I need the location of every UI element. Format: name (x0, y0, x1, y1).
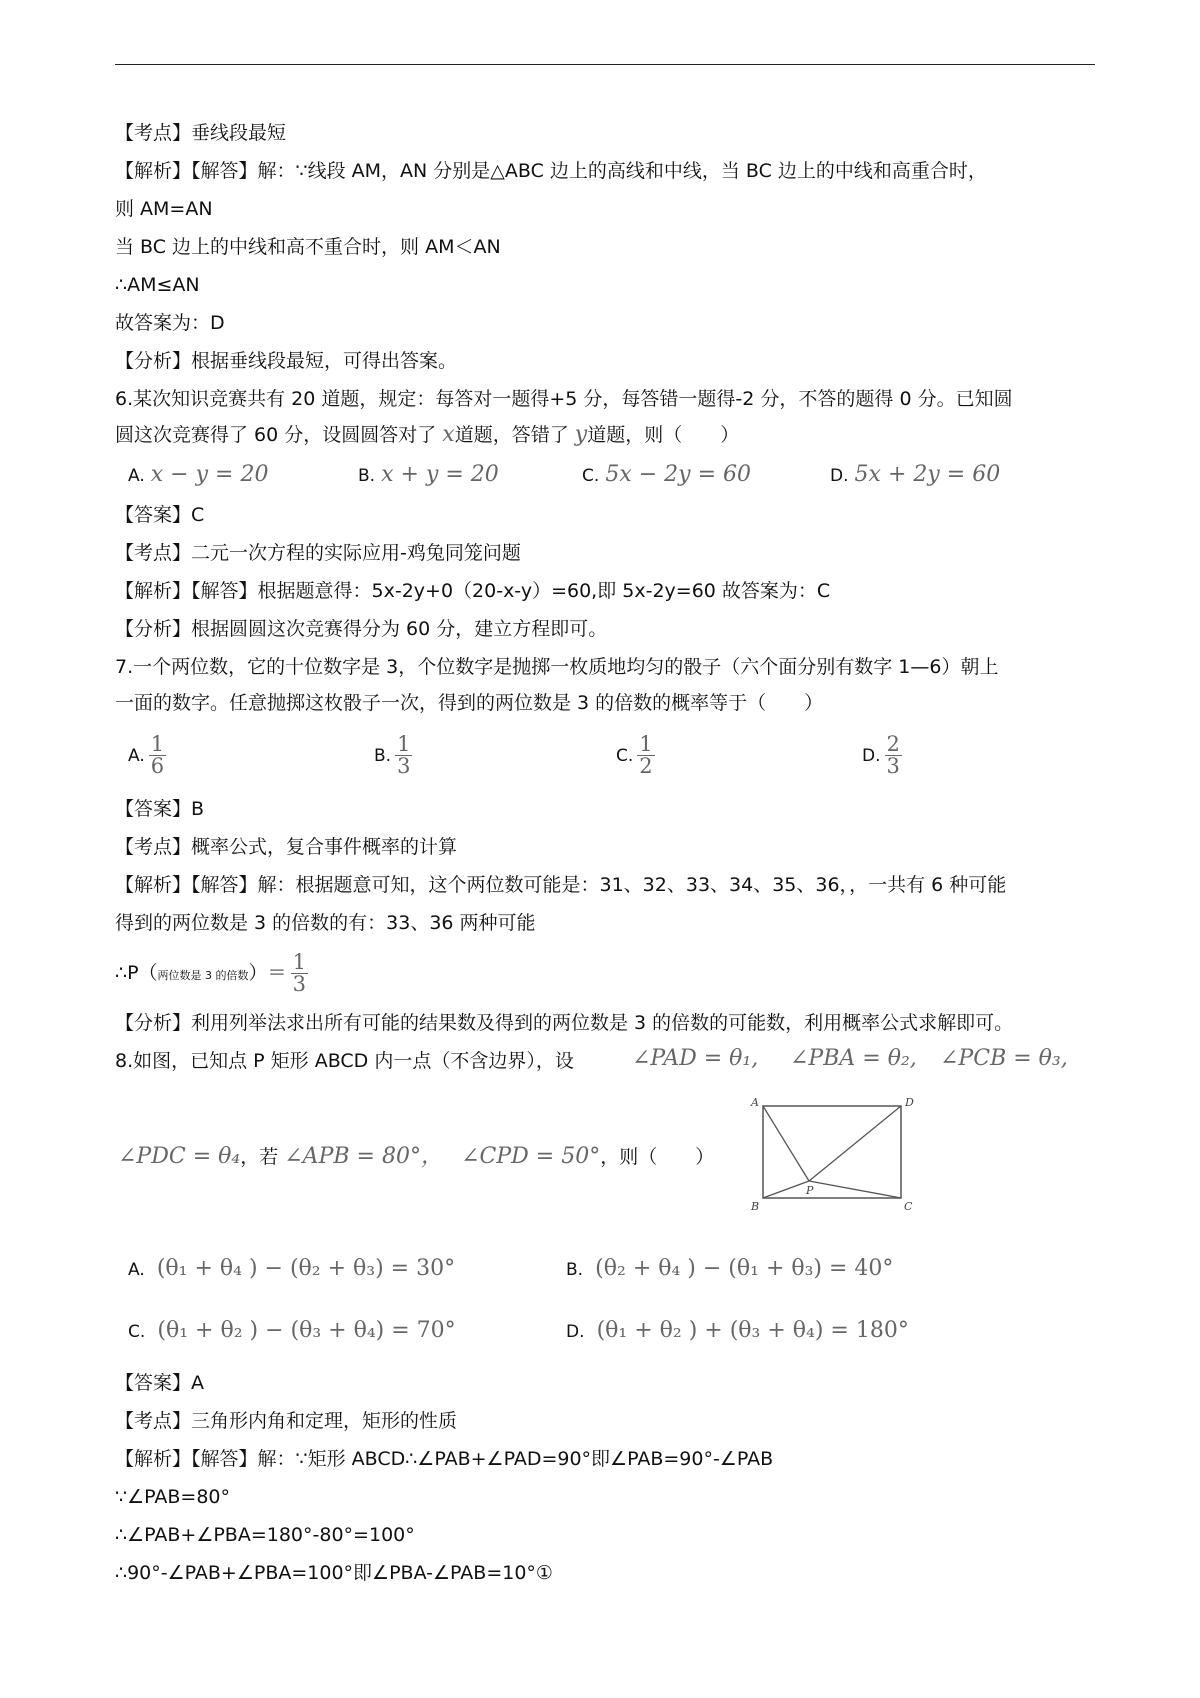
q6-option-b[interactable]: B. x + y = 20 (358, 462, 499, 487)
q8-option-d[interactable]: D. (θ₁ + θ₂ ) + (θ₃ + θ₄) = 180° (566, 1318, 909, 1343)
q7-jiexi-line1: 【解析】【解答】解：根据题意可知，这个两位数可能是：31、32、33、34、35、36，，一共有 6 种可能 (115, 874, 1007, 896)
fraction: $\frac{1}{3}$ (292, 950, 306, 996)
label-c: C (904, 1200, 913, 1212)
q6-jiexi: 【解析】【解答】根据题意得：5x-2y+0（20-x-y）=60,即 5x-2y=60 故答案为：C (115, 580, 831, 602)
q8-jiexi-line2: ∵∠PAB=80° (115, 1486, 230, 1508)
q8-stem-line2: ∠PDC = θ₄，若 ∠APB = 80°， ∠CPD = 50°，则（ ） (118, 1144, 715, 1169)
fraction: $\frac{2}{3}$ (886, 732, 900, 778)
kaodian-line: 【考点】垂线段最短 (115, 122, 287, 144)
probability-subscript: 两位数是 3 的倍数 (157, 969, 249, 982)
q7-answer: 【答案】B (115, 798, 205, 820)
q7-option-b[interactable]: B. $\frac{1}{3}$ (374, 732, 411, 778)
fraction: $\frac{1}{3}$ (397, 732, 411, 778)
var-x: x (442, 422, 455, 447)
label-b: B (751, 1200, 760, 1212)
q6-kaodian: 【考点】二元一次方程的实际应用-鸡兔同笼问题 (115, 542, 521, 564)
text-line: 故答案为：D (115, 312, 225, 334)
var-y: y (574, 422, 588, 447)
q8-option-c[interactable]: C. (θ₁ + θ₂ ) − (θ₃ + θ₄) = 70° (128, 1318, 456, 1343)
q7-probability: ∴P（两位数是 3 的倍数）＝ $\frac{1}{3}$ (115, 950, 306, 996)
q7-stem-line2: 一面的数字。任意抛掷这枚骰子一次，得到的两位数是 3 的倍数的概率等于（ ） (115, 692, 824, 714)
theta2-def: ∠PBA = θ₂, (790, 1046, 917, 1071)
q8-option-b[interactable]: B. (θ₂ + θ₄ ) − (θ₁ + θ₃) = 40° (566, 1256, 894, 1281)
q7-option-a[interactable]: A. $\frac{1}{6}$ (128, 732, 165, 778)
q7-option-c[interactable]: C. $\frac{1}{2}$ (616, 732, 653, 778)
fenxi-line: 【分析】根据垂线段最短，可得出答案。 (115, 350, 458, 372)
q6-option-a[interactable]: A. x − y = 20 (128, 462, 269, 487)
q7-stem-line1: 7.一个两位数，它的十位数字是 3，个位数字是抛掷一枚质地均匀的骰子（六个面分别有数字 1—6）朝上 (115, 656, 999, 678)
q6-stem-text: 圆这次竞赛得了 60 分，设圆圆答对了 (115, 424, 443, 446)
q8-jiexi-line4: ∴90°-∠PAB+∠PBA=100°即∠PBA-∠PAB=10°① (115, 1562, 553, 1584)
theta1-def: ∠PAD = θ₁, (632, 1046, 759, 1071)
q6-fenxi: 【分析】根据圆圆这次竞赛得分为 60 分，建立方程即可。 (115, 618, 608, 640)
fraction: $\frac{1}{6}$ (150, 732, 165, 778)
q8-option-a[interactable]: A. (θ₁ + θ₄ ) − (θ₂ + θ₃) = 30° (128, 1256, 456, 1281)
label-a: A (751, 1096, 759, 1109)
q6-stem-line1: 6.某次知识竞赛共有 20 道题，规定：每答对一题得+5 分，每答错一题得-2 分，不答的题得 0 分。已知圆 (115, 388, 1013, 410)
q6-stem-text: 道题，则（ ） (587, 424, 740, 446)
text-line: 则 AM=AN (115, 198, 213, 220)
q7-fenxi: 【分析】利用列举法求出所有可能的结果数及得到的两位数是 3 的倍数的可能数，利用概率公式求解即可。 (115, 1012, 1014, 1034)
segment-pb (763, 1181, 809, 1198)
q6-stem-line2 (115, 422, 739, 448)
text-line: ∴AM≤AN (115, 274, 200, 296)
rectangle-figure (745, 1096, 915, 1212)
q7-option-d[interactable]: D. $\frac{2}{3}$ (862, 732, 900, 778)
segment-pd (809, 1106, 901, 1181)
q7-jiexi-line2: 得到的两位数是 3 的倍数的有：33、36 两种可能 (115, 912, 536, 934)
theta3-def: ∠PCB = θ₃, (940, 1046, 1068, 1071)
segment-pc (809, 1181, 901, 1198)
q8-kaodian: 【考点】三角形内角和定理，矩形的性质 (115, 1410, 458, 1432)
text-line: 当 BC 边上的中线和高不重合时，则 AM＜AN (115, 236, 501, 258)
q8-answer: 【答案】A (115, 1372, 204, 1394)
q6-answer: 【答案】C (115, 504, 205, 526)
q8-stem-line1: 8.如图，已知点 P 矩形 ABCD 内一点（不含边界），设 (115, 1050, 574, 1072)
fraction: $\frac{1}{2}$ (639, 732, 653, 778)
segment-pa (763, 1106, 809, 1181)
q6-option-d[interactable]: D. 5x + 2y = 60 (830, 462, 1001, 487)
q6-stem-text: 道题，答错了 (454, 424, 575, 446)
rectangle-abcd (763, 1106, 901, 1198)
q6-option-c[interactable]: C. 5x − 2y = 60 (582, 462, 751, 487)
header-rule (115, 64, 1095, 65)
q8-jiexi-line1: 【解析】【解答】解：∵矩形 ABCD∴∠PAB+∠PAD=90°即∠PAB=90°-∠PAB (115, 1448, 774, 1470)
q8-jiexi-line3: ∴∠PAB+∠PBA=180°-80°=100° (115, 1524, 415, 1546)
jiexi-line: 【解析】【解答】解：∵线段 AM，AN 分别是△ABC 边上的高线和中线，当 BC 边上的中线和高重合时， (115, 160, 987, 182)
q7-kaodian: 【考点】概率公式，复合事件概率的计算 (115, 836, 458, 858)
label-p: P (806, 1184, 814, 1197)
label-d: D (905, 1096, 914, 1109)
